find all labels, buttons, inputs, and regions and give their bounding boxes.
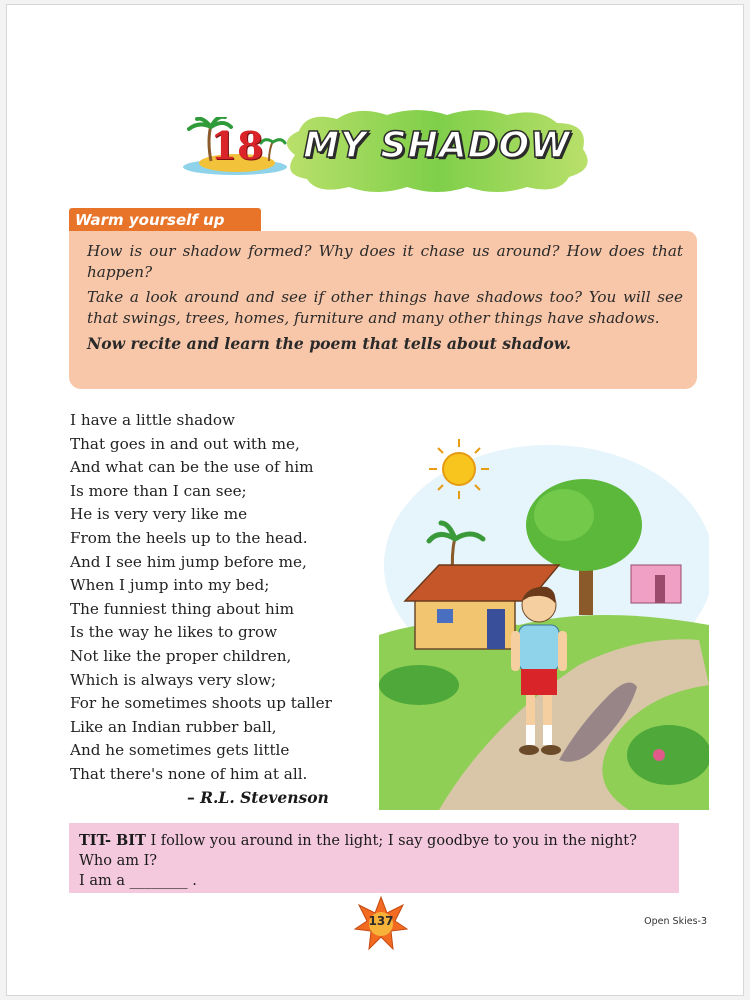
poem-line: That there's none of him at all. [70,764,308,783]
chapter-number: 18 [210,123,264,168]
poem-line: And what can be the use of him [70,458,314,477]
tit-bit-question: Who am I? [79,853,158,869]
poem-line: From the heels up to the head. [70,528,308,547]
poem-line: For he sometimes shoots up taller [70,694,332,713]
tit-bit-label: TIT- BIT [79,832,146,849]
chapter-title: MY SHADOW [303,125,571,166]
poem-line: Which is always very slow; [70,670,277,689]
warm-up-label: Warm yourself up [69,208,261,234]
poem-line: He is very very like me [70,505,248,524]
tit-bit-line [79,831,669,851]
poem-line: And I see him jump before me, [70,552,307,571]
poem-line: Like an Indian rubber ball, [70,717,277,736]
poem-line: And he sometimes gets little [70,741,290,760]
poem [70,409,370,787]
warm-up-box [69,231,697,389]
poem-line: Is the way he likes to grow [70,623,278,642]
page-number: 137 [368,914,394,928]
poem-line: That goes in and out with me, [70,434,300,453]
boy-shadow-illustration [379,425,709,810]
warm-up-paragraph: How is our shadow formed? Why does it chase us around? How does that happen? [87,242,683,281]
poem-line: I have a little shadow [70,411,236,429]
warm-up-instruction: Now recite and learn the poem that tells about shadow. [87,334,572,353]
tit-bit-text: I follow you around in the light; I say goodbye to you in the night? [145,833,637,849]
warm-up-paragraph: Take a look around and see if other things have shadows too? You will see that swings, trees, homes, furniture and many other things have shadows. [87,288,683,327]
tit-bit-box [69,823,679,893]
poem-line: Not like the proper children, [70,646,292,665]
poem-line: When I jump into my bed; [70,576,270,595]
tit-bit-answer: I am a ________ . [79,873,197,889]
poem-line: Is more than I can see; [70,481,247,500]
poem-line: The funniest thing about him [70,599,295,618]
poem-author: – R.L. Stevenson [187,788,329,807]
page [6,4,744,996]
book-name: Open Skies-3 [644,916,707,927]
